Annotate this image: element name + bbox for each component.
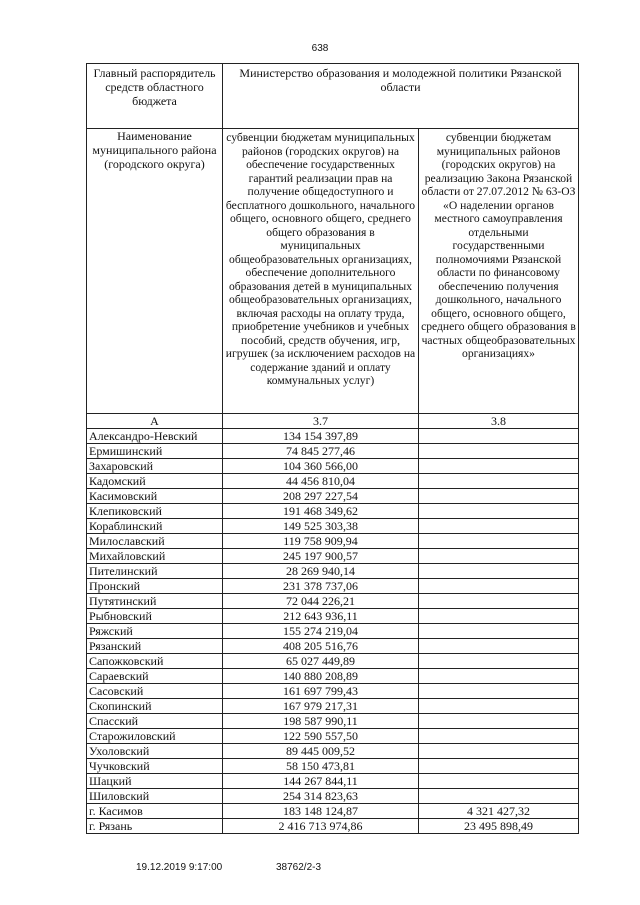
- municipality-name-cell: Старожиловский: [87, 729, 223, 744]
- table-row: [87, 804, 579, 819]
- value-3-7-cell: 74 845 277,46: [223, 444, 419, 459]
- header-ministry: Министерство образования и молодежной политики Рязанской области: [223, 64, 579, 129]
- table-row: [87, 609, 579, 624]
- footer-datetime: 19.12.2019 9:17:00: [136, 862, 223, 873]
- value-3-7-cell: 104 360 566,00: [223, 459, 419, 474]
- header-municipality-name: Наименование муниципального района (городского округа): [87, 129, 223, 414]
- value-3-8-cell: [419, 564, 579, 579]
- municipality-name-cell: Пронский: [87, 579, 223, 594]
- value-3-7-cell: 208 297 227,54: [223, 489, 419, 504]
- table-row: [87, 819, 579, 834]
- municipality-name-cell: Кораблинский: [87, 519, 223, 534]
- value-3-8-cell: [419, 549, 579, 564]
- table-row: [87, 579, 579, 594]
- value-3-7-cell: 198 587 990,11: [223, 714, 419, 729]
- table-row: [87, 759, 579, 774]
- table-row: [87, 624, 579, 639]
- value-3-8-cell: [419, 519, 579, 534]
- municipality-name-cell: Спасский: [87, 714, 223, 729]
- value-3-8-cell: [419, 444, 579, 459]
- municipality-name-cell: Сараевский: [87, 669, 223, 684]
- table-row: [87, 474, 579, 489]
- table-row: [87, 549, 579, 564]
- header-row-ministry: [87, 64, 579, 129]
- table-row: [87, 684, 579, 699]
- header-code-3-7: 3.7: [223, 414, 419, 429]
- value-3-7-cell: 149 525 303,38: [223, 519, 419, 534]
- value-3-7-cell: 89 445 009,52: [223, 744, 419, 759]
- table-row: [87, 519, 579, 534]
- value-3-7-cell: 140 880 208,89: [223, 669, 419, 684]
- value-3-8-cell: [419, 624, 579, 639]
- value-3-7-cell: 65 027 449,89: [223, 654, 419, 669]
- value-3-7-cell: 122 590 557,50: [223, 729, 419, 744]
- municipality-name-cell: Касимовский: [87, 489, 223, 504]
- municipality-name-cell: Александро-Невский: [87, 429, 223, 444]
- header-row-descriptions: [87, 129, 579, 414]
- municipality-name-cell: Ермишинский: [87, 444, 223, 459]
- value-3-7-cell: 28 269 940,14: [223, 564, 419, 579]
- table-row: [87, 429, 579, 444]
- value-3-8-cell: [419, 534, 579, 549]
- value-3-8-cell: [419, 429, 579, 444]
- value-3-8-cell: [419, 669, 579, 684]
- value-3-8-cell: [419, 579, 579, 594]
- budget-table: [86, 63, 579, 834]
- value-3-8-cell: [419, 684, 579, 699]
- value-3-7-cell: 231 378 737,06: [223, 579, 419, 594]
- table-row: [87, 639, 579, 654]
- table-row: [87, 699, 579, 714]
- value-3-7-cell: 408 205 516,76: [223, 639, 419, 654]
- value-3-7-cell: 58 150 473,81: [223, 759, 419, 774]
- header-code-3-8: 3.8: [419, 414, 579, 429]
- table-row: [87, 789, 579, 804]
- value-3-7-cell: 191 468 349,62: [223, 504, 419, 519]
- municipality-name-cell: Шиловский: [87, 789, 223, 804]
- value-3-7-cell: 161 697 799,43: [223, 684, 419, 699]
- value-3-8-cell: [419, 594, 579, 609]
- value-3-8-cell: 4 321 427,32: [419, 804, 579, 819]
- table-row: [87, 489, 579, 504]
- value-3-7-cell: 119 758 909,94: [223, 534, 419, 549]
- value-3-7-cell: 155 274 219,04: [223, 624, 419, 639]
- value-3-8-cell: 23 495 898,49: [419, 819, 579, 834]
- table-row: [87, 714, 579, 729]
- municipality-name-cell: Ряжский: [87, 624, 223, 639]
- value-3-8-cell: [419, 474, 579, 489]
- municipality-name-cell: Путятинский: [87, 594, 223, 609]
- municipality-name-cell: Рыбновский: [87, 609, 223, 624]
- table-row: [87, 534, 579, 549]
- table-row: [87, 594, 579, 609]
- table-row: [87, 744, 579, 759]
- header-col-3-8-description: субвенции бюджетам муниципальных районов (городских округов) на реализацию Закона Рязанской области от 27.07.2012 № 63-ОЗ «О наделении органов местного самоуправления отдельными государственными полномочиями Рязанской области по финансовому обеспечению получения дошкольного, начального общего, основного общего, среднего общего образования в частных общеобразовательных организациях»: [419, 129, 579, 414]
- value-3-7-cell: 144 267 844,11: [223, 774, 419, 789]
- table-row: [87, 444, 579, 459]
- municipality-name-cell: Михайловский: [87, 549, 223, 564]
- municipality-name-cell: Скопинский: [87, 699, 223, 714]
- municipality-name-cell: Сапожковский: [87, 654, 223, 669]
- header-col-3-7-description: субвенции бюджетам муниципальных районов (городских округов) на обеспечение государственных гарантий реализации прав на получение общедоступного и бесплатного дошкольного, начального общего, основного общего, среднего общего образования в муниципальных общеобразовательных организациях, обеспечение дополнительного образования детей в муниципальных общеобразовательных организациях, включая расходы на оплату труда, приобретение учебников и учебных пособий, средств обучения, игр, игрушек (за исключением расходов на содержание зданий и оплату коммунальных услуг): [223, 129, 419, 414]
- value-3-8-cell: [419, 654, 579, 669]
- table-row: [87, 459, 579, 474]
- footer-doc-code: 38762/2-3: [276, 862, 322, 873]
- value-3-7-cell: 167 979 217,31: [223, 699, 419, 714]
- value-3-8-cell: [419, 789, 579, 804]
- value-3-8-cell: [419, 609, 579, 624]
- value-3-8-cell: [419, 699, 579, 714]
- value-3-7-cell: 2 416 713 974,86: [223, 819, 419, 834]
- header-code-a: А: [87, 414, 223, 429]
- value-3-8-cell: [419, 774, 579, 789]
- table-row: [87, 654, 579, 669]
- table-row: [87, 729, 579, 744]
- value-3-8-cell: [419, 744, 579, 759]
- value-3-8-cell: [419, 639, 579, 654]
- header-main-manager: Главный распорядитель средств областного бюджета: [87, 64, 223, 129]
- value-3-7-cell: 183 148 124,87: [223, 804, 419, 819]
- municipality-name-cell: г. Рязань: [87, 819, 223, 834]
- header-row-codes: [87, 414, 579, 429]
- municipality-name-cell: г. Касимов: [87, 804, 223, 819]
- municipality-name-cell: Рязанский: [87, 639, 223, 654]
- value-3-7-cell: 72 044 226,21: [223, 594, 419, 609]
- value-3-7-cell: 254 314 823,63: [223, 789, 419, 804]
- table-row: [87, 774, 579, 789]
- value-3-8-cell: [419, 729, 579, 744]
- municipality-name-cell: Чучковский: [87, 759, 223, 774]
- value-3-8-cell: [419, 504, 579, 519]
- municipality-name-cell: Кадомский: [87, 474, 223, 489]
- value-3-8-cell: [419, 459, 579, 474]
- value-3-7-cell: 212 643 936,11: [223, 609, 419, 624]
- municipality-name-cell: Пителинский: [87, 564, 223, 579]
- table-row: [87, 504, 579, 519]
- value-3-7-cell: 245 197 900,57: [223, 549, 419, 564]
- value-3-7-cell: 134 154 397,89: [223, 429, 419, 444]
- table-row: [87, 564, 579, 579]
- value-3-8-cell: [419, 714, 579, 729]
- value-3-8-cell: [419, 489, 579, 504]
- value-3-8-cell: [419, 759, 579, 774]
- municipality-name-cell: Ухоловский: [87, 744, 223, 759]
- municipality-name-cell: Шацкий: [87, 774, 223, 789]
- municipality-name-cell: Сасовский: [87, 684, 223, 699]
- table-row: [87, 669, 579, 684]
- page-number: 638: [311, 43, 329, 54]
- municipality-name-cell: Милославский: [87, 534, 223, 549]
- municipality-name-cell: Захаровский: [87, 459, 223, 474]
- municipality-name-cell: Клепиковский: [87, 504, 223, 519]
- value-3-7-cell: 44 456 810,04: [223, 474, 419, 489]
